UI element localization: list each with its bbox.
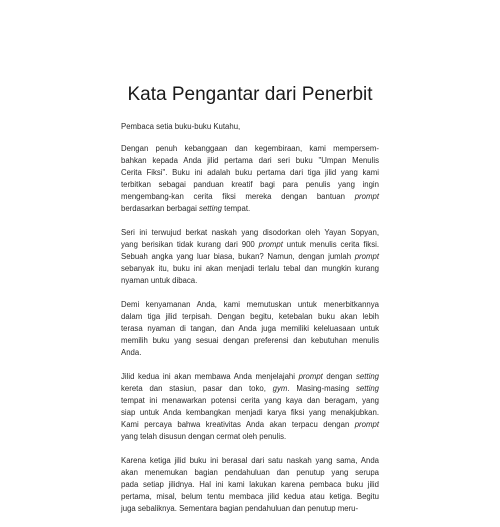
text-line: tempat ini menawarkan potensi cerita yang kaya dan beragam, yang xyxy=(121,396,379,405)
italic-term: gym xyxy=(272,384,288,393)
italic-term: setting xyxy=(356,384,379,393)
text-line: Anda. xyxy=(121,348,142,357)
text-line: terbitkan sebagai panduan kreatif bagi para penulis yang ingin xyxy=(121,180,379,189)
italic-term: setting xyxy=(356,372,380,381)
text-line: bahkan kepada Anda jilid pertama dari seri buku "Umpan Menulis xyxy=(121,156,379,165)
text-line: sebanyak itu, buku ini akan menjadi terlalu tebal dan mungkin kurang xyxy=(121,264,379,273)
text-line: siap untuk Anda kembangkan menjadi karya fiksi yang menakjubkan. xyxy=(121,408,379,417)
italic-term: prompt xyxy=(354,420,379,429)
text-line: Jilid kedua ini akan membawa Anda menjelajahi prompt dengan setting xyxy=(121,372,380,381)
text-line: Sebuah angka yang luar biasa, bukan? Namun, dengan jumlah prompt xyxy=(121,252,379,261)
italic-term: prompt xyxy=(354,252,379,261)
salutation: Pembaca setia buku-buku Kutahu, xyxy=(121,122,241,131)
paragraph-1 xyxy=(121,143,379,215)
text-line: juga sebaliknya. Sementara bagian pendahuluan dan penutup meru- xyxy=(121,504,359,513)
text-line: Dengan penuh kebanggaan dan kegembiraan, kami mempersem- xyxy=(121,144,379,153)
text-line: kereta dan stasiun, pasar dan toko, gym. Masing-masing setting xyxy=(121,384,379,393)
text-line: nyaman untuk dibaca. xyxy=(121,276,198,285)
text-line: yang berisikan tidak kurang dari 900 prompt untuk menulis cerita fiksi. xyxy=(121,240,379,249)
text-line: terasa nyaman di tangan, dan Anda juga memiliki keleluasaan untuk xyxy=(121,324,379,333)
text-line: mengembang-kan cerita fiksi mereka dengan bantuan prompt xyxy=(121,192,379,201)
italic-term: prompt xyxy=(298,372,323,381)
document-body xyxy=(121,121,379,527)
text-line: Seri ini terwujud berkat naskah yang disodorkan oleh Yayan Sopyan, xyxy=(121,228,379,237)
text-line: memilih buku yang sesuai dengan preferensi dan kebutuhan menulis xyxy=(121,336,379,345)
paragraph-5 xyxy=(121,455,379,515)
paragraph-4 xyxy=(121,371,379,443)
italic-term: prompt xyxy=(258,240,283,249)
italic-term: setting xyxy=(199,204,223,213)
text-line: berdasarkan berbagai setting tempat. xyxy=(121,204,251,213)
text-line: Demi kenyamanan Anda, kami memutuskan untuk menerbitkannya xyxy=(121,300,379,309)
text-line: Kami percaya bahwa kreativitas Anda akan terpacu dengan prompt xyxy=(121,420,379,429)
italic-term: prompt xyxy=(354,192,379,201)
page-title: Kata Pengantar dari Penerbit xyxy=(127,84,373,105)
text-line: Cerita Fiksi". Buku ini adalah buku pertama dari tiga jilid yang kami xyxy=(121,168,379,177)
text-line: dalam tiga jilid terpisah. Dengan begitu, ketebalan buku akan lebih xyxy=(121,312,379,321)
text-line: yang telah disusun dengan cermat oleh penulis. xyxy=(121,432,287,441)
text-line: pada setiap jilidnya. Hal ini kami lakukan karena pembaca buku jilid xyxy=(121,480,379,489)
text-line: Karena ketiga jilid buku ini berasal dari satu naskah yang sama, Anda xyxy=(121,456,379,465)
paragraph-2 xyxy=(121,227,379,287)
paragraph-3 xyxy=(121,299,379,359)
text-line: pertama, misal, belum tentu membaca jilid kedua atau ketiga. Begitu xyxy=(121,492,379,501)
text-line: akan menemukan bagian pendahuluan dan penutup yang serupa xyxy=(121,468,379,477)
